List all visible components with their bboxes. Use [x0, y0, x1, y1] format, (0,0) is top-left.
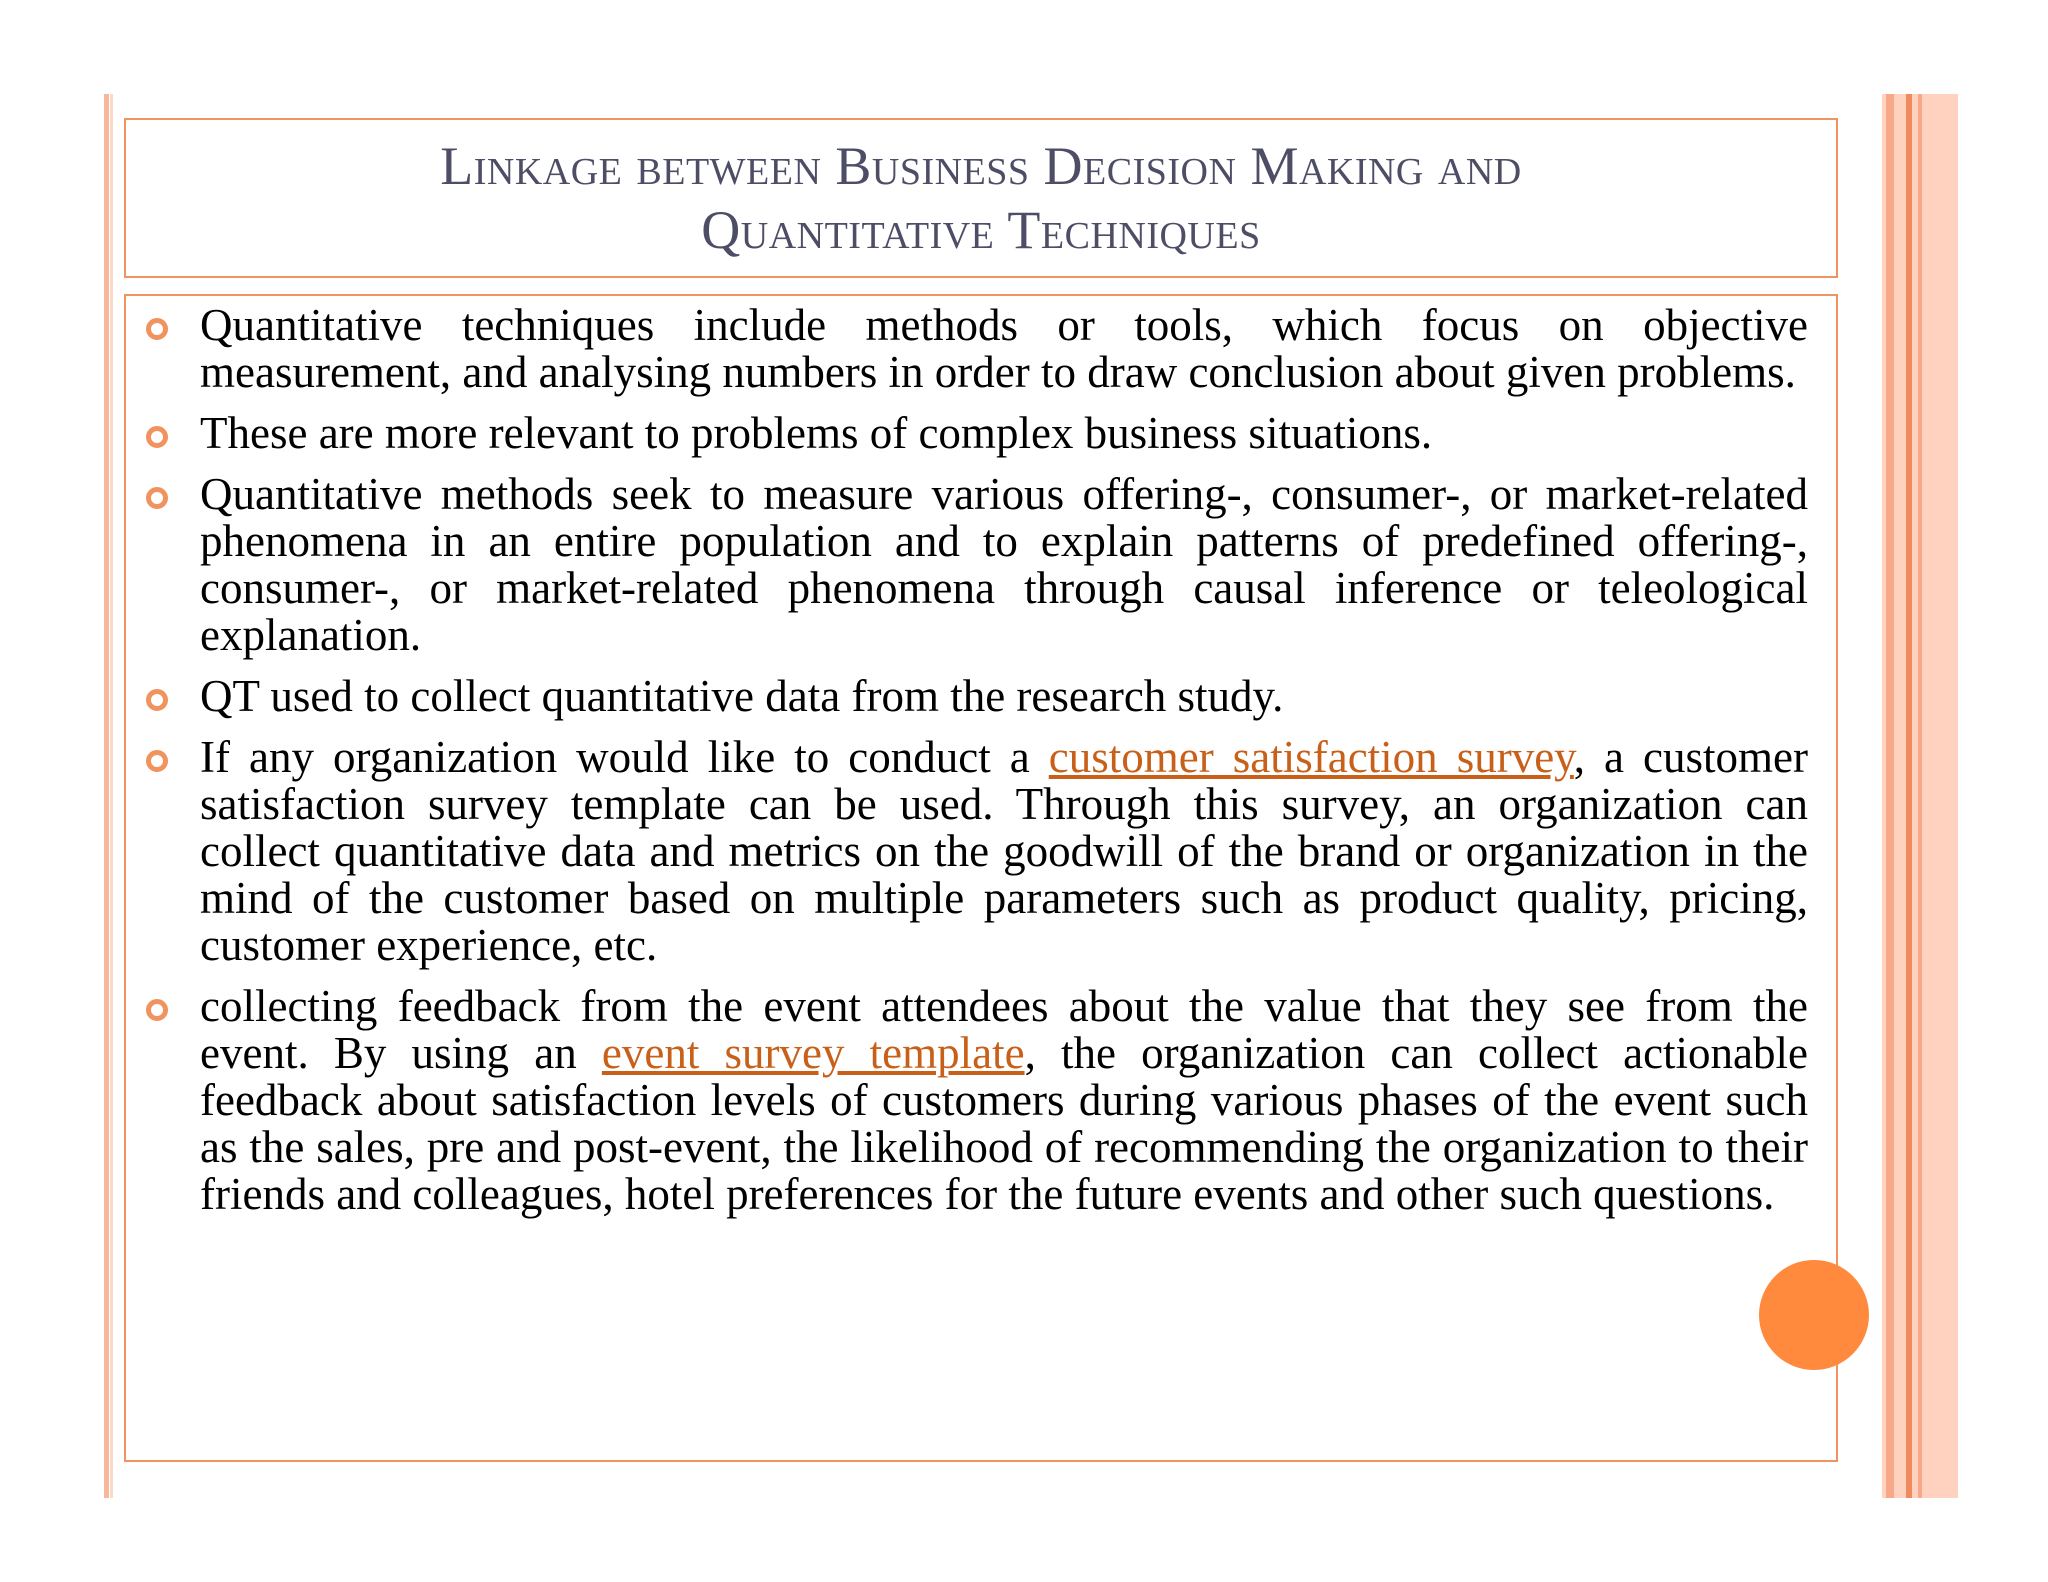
bullet-text: Quantitative techniques include methods or tools, which focus on objective measurement, and analysing numbers in order to draw conclusion about given problems. — [200, 300, 1808, 397]
ring-bullet-icon — [146, 750, 168, 772]
bullet-text-after-link: , the organization can collect actionable feedback about satisfaction levels of customers during various phases of the event such as the sales, pre and post-event, the likelihood of recommending the organization to their friends and colleagues, hotel preferences for the future events and other such questions. — [200, 1028, 1808, 1219]
right-decorative-line — [1918, 94, 1922, 1498]
left-decorative-stripe-inner — [110, 94, 113, 1498]
bullet-item — [126, 734, 1826, 969]
ring-bullet-icon — [146, 487, 168, 509]
left-decorative-stripe — [104, 94, 109, 1498]
customer-satisfaction-survey-link[interactable]: customer satisfaction survey — [1048, 732, 1574, 782]
slide-title-box — [124, 118, 1838, 278]
bullet-text-before-link: If any organization would like to conduct a — [200, 732, 1049, 782]
ring-bullet-icon — [146, 426, 168, 448]
orange-circle-marker — [1759, 1260, 1869, 1370]
bullet-text-after-link: , a customer satisfaction survey template can be used. Through this survey, an organization can collect quantitative data and metrics on the goodwill of the brand or organization in the mind of the customer based on multiple parameters such as product quality, pricing, customer experience, etc. — [200, 732, 1809, 970]
event-survey-template-link[interactable]: event survey template — [601, 1028, 1025, 1078]
right-decorative-line — [1886, 94, 1894, 1498]
bullet-item — [126, 471, 1826, 659]
bullet-item — [126, 302, 1826, 396]
bullet-item — [126, 983, 1826, 1218]
slide-title-line-1: Linkage between Business Decision Making and — [440, 136, 1522, 196]
slide-content-box — [124, 294, 1838, 1462]
bullet-text-before-link: collecting feedback from the event attendees about the value that they see from the event. By using an — [200, 981, 1808, 1078]
bullet-text: These are more relevant to problems of complex business situations. — [200, 408, 1433, 458]
bullet-item — [126, 410, 1826, 457]
bullet-item — [126, 673, 1826, 720]
bullet-text: QT used to collect quantitative data from the research study. — [200, 671, 1284, 721]
slide-title-line-2: Quantitative Techniques — [701, 200, 1261, 260]
bullet-text: Quantitative methods seek to measure various offering-, consumer-, or market-related phenomena in an entire population and to explain patterns of predefined offering-, consumer-, or market-related phenomena through causal inference or teleological explanation. — [200, 469, 1808, 660]
ring-bullet-icon — [146, 318, 168, 340]
bullet-list — [126, 302, 1826, 1232]
ring-bullet-icon — [146, 999, 168, 1021]
ring-bullet-icon — [146, 689, 168, 711]
slide-title — [440, 134, 1521, 262]
right-decorative-line — [1906, 94, 1912, 1498]
